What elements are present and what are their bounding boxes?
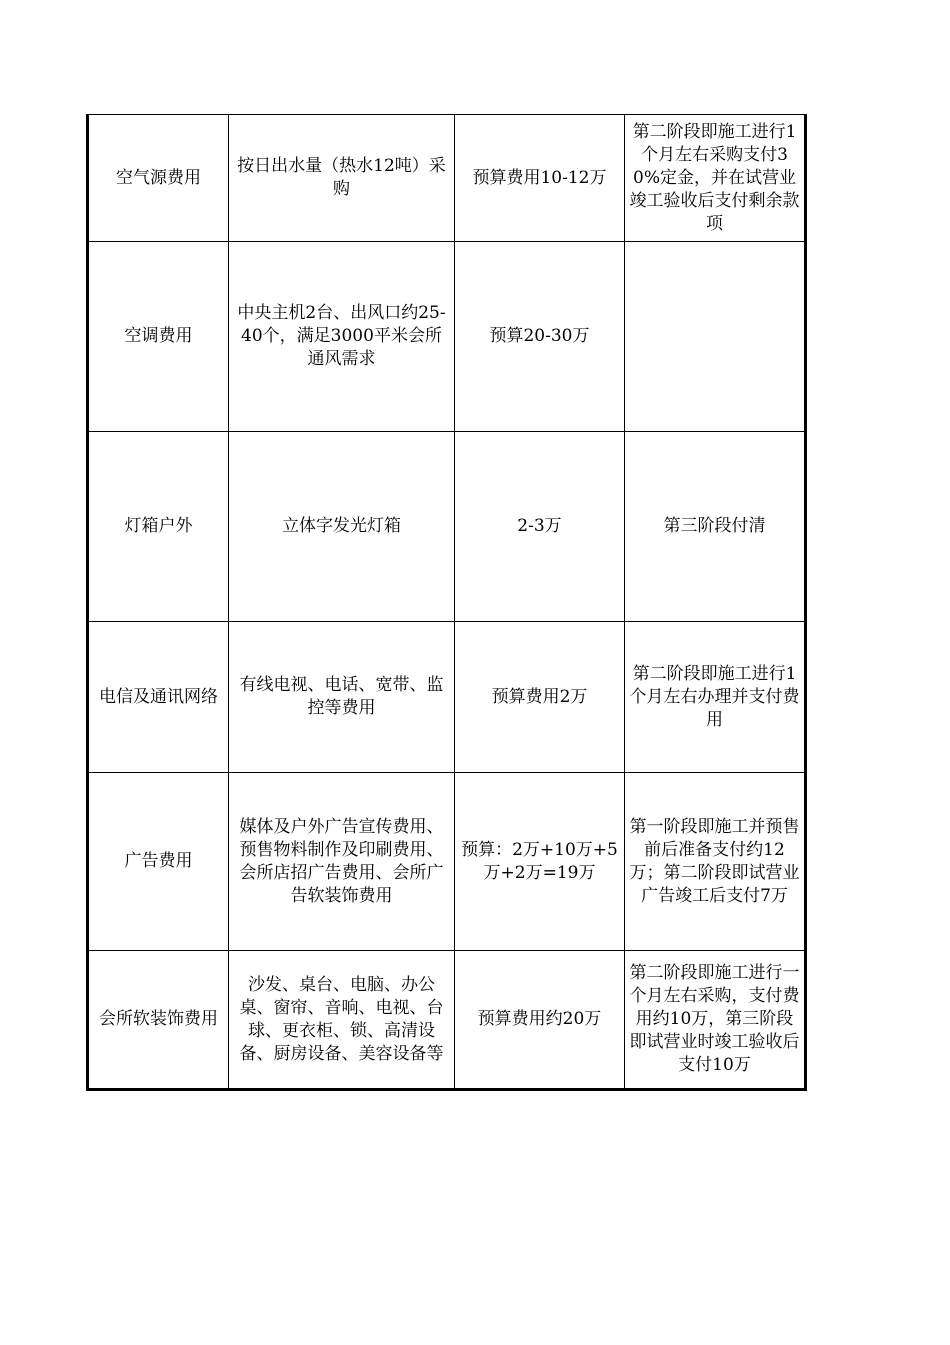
description-text: 沙发、桌台、电脑、办公桌、窗帘、音响、电视、台球、更衣柜、锁、高清设备、厨房设备、美容设备等 — [239, 974, 444, 1064]
budget-cell — [455, 432, 625, 622]
budget-cell — [455, 773, 625, 951]
description-text: 媒体及户外广告宣传费用、预售物料制作及印刷费用、会所店招广告费用、会所广告软装饰费用 — [239, 816, 444, 906]
table-row — [88, 622, 806, 773]
table-row — [88, 773, 806, 951]
budget-text: 预算费用10-12万 — [472, 167, 607, 188]
description-text: 有线电视、电话、宽带、监控等费用 — [239, 675, 444, 718]
payment-cell — [625, 622, 806, 773]
payment-cell — [625, 242, 806, 432]
item-cell — [88, 432, 229, 622]
description-text: 按日出水量（热水12吨）采购 — [237, 156, 446, 199]
budget-text: 预算：2万+10万+5万+2万=19万 — [461, 839, 618, 883]
budget-cell — [455, 951, 625, 1090]
payment-cell — [625, 773, 806, 951]
table-row — [88, 432, 806, 622]
item-text: 会所软装饰费用 — [99, 1009, 218, 1029]
item-cell — [88, 242, 229, 432]
item-text: 空气源费用 — [116, 167, 201, 188]
payment-cell — [625, 432, 806, 622]
item-cell — [88, 951, 229, 1090]
description-text: 中央主机2台、出风口约25-40个，满足3000平米会所通风需求 — [237, 303, 446, 369]
item-cell — [88, 622, 229, 773]
payment-cell — [625, 115, 806, 242]
item-text: 空调费用 — [124, 326, 193, 346]
table-row — [88, 242, 806, 432]
expense-table — [86, 114, 807, 1091]
description-cell — [229, 951, 455, 1090]
description-text: 立体字发光灯箱 — [282, 516, 401, 536]
budget-text: 2-3万 — [517, 516, 562, 536]
description-cell — [229, 115, 455, 242]
budget-cell — [455, 115, 625, 242]
budget-text: 预算费用约20万 — [477, 1009, 602, 1029]
payment-text: 第一阶段即施工并预售前后准备支付约12万；第二阶段即试营业广告竣工后支付7万 — [629, 816, 800, 906]
item-cell — [88, 773, 229, 951]
item-text: 电信及通讯网络 — [99, 686, 218, 707]
item-text: 灯箱户外 — [124, 516, 193, 536]
budget-text: 预算费用2万 — [491, 686, 588, 707]
description-cell — [229, 242, 455, 432]
payment-text: 第三阶段付清 — [663, 516, 766, 536]
item-cell — [88, 115, 229, 242]
table-row — [88, 115, 806, 242]
description-cell — [229, 773, 455, 951]
payment-text: 第二阶段即施工进行1个月左右采购支付30%定金，并在试营业竣工验收后支付剩余款项 — [629, 121, 800, 234]
description-cell — [229, 432, 455, 622]
item-text: 广告费用 — [124, 851, 193, 871]
budget-text: 预算20-30万 — [489, 326, 590, 346]
payment-text: 第二阶段即施工进行1个月左右办理并支付费用 — [629, 663, 800, 730]
description-cell — [229, 622, 455, 773]
budget-cell — [455, 242, 625, 432]
budget-cell — [455, 622, 625, 773]
payment-text: 第二阶段即施工进行一个月左右采购，支付费用约10万，第三阶段即试营业时竣工验收后支付10万 — [629, 963, 800, 1075]
payment-cell — [625, 951, 806, 1090]
table-row — [88, 951, 806, 1090]
